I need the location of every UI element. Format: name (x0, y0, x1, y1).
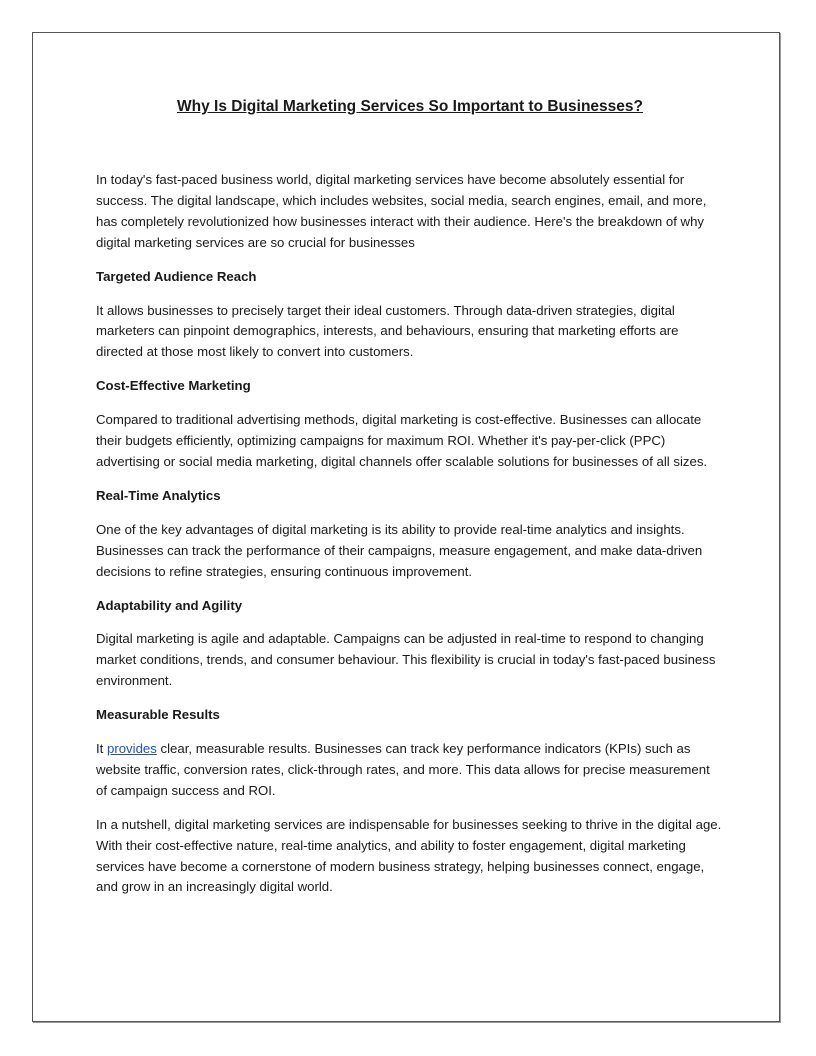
section-heading-cost-effective: Cost-Effective Marketing (96, 378, 251, 394)
section-heading-real-time-analytics: Real-Time Analytics (96, 487, 221, 503)
page-title: Why Is Digital Marketing Services So Important to Businesses? (177, 98, 643, 115)
section-heading-adaptability: Adaptability and Agility (96, 597, 243, 613)
section-body-targeted-audience: It allows businesses to precisely target their ideal customers. Through data-driven strategies, digital marketers can pinpoint demographics, interests, and behaviours, ensuring that marketing efforts are directed at those most likely to convert into customers. (96, 302, 679, 360)
measurable-results-prefix: It (96, 741, 107, 757)
section-body-measurable-results (96, 739, 724, 802)
conclusion-paragraph: In a nutshell, digital marketing services are indispensable for businesses seeking to thrive in the digital age. With their cost-effective nature, real-time analytics, and ability to foster engagement, digital marketing services have become a cornerstone of modern business strategy, helping businesses connect, engage, and grow in an increasingly digital world. (96, 816, 722, 895)
section-heading-targeted-audience: Targeted Audience Reach (96, 268, 257, 284)
section-body-adaptability: Digital marketing is agile and adaptable. Campaigns can be adjusted in real-time to respond to changing market conditions, trends, and consumer behaviour. This flexibility is crucial in today's fast-paced business environment. (96, 631, 716, 689)
measurable-results-suffix: clear, measurable results. Businesses can track key performance indicators (KPIs) such as website traffic, conversion rates, click-through rates, and more. This data allows for precise measurement of campaign success and ROI. (96, 741, 710, 798)
intro-paragraph: In today's fast-paced business world, digital marketing services have become absolutely essential for success. The digital landscape, which includes websites, social media, search engines, email, and more, has completely revolutionized how businesses interact with their audience. Here's the breakdown of why digital marketing services are so crucial for businesses (96, 172, 707, 250)
section-body-real-time-analytics: One of the key advantages of digital marketing is its ability to provide real-time analytics and insights. Businesses can track the performance of their campaigns, measure engagement, and make data-driven decisions to refine strategies, ensuring continuous improvement. (96, 521, 703, 579)
section-body-cost-effective: Compared to traditional advertising methods, digital marketing is cost-effective. Businesses can allocate their budgets efficiently, optimizing campaigns for maximum ROI. Whether it's pay-per-click (PPC) advertising or social media marketing, digital channels offer scalable solutions for businesses of all sizes. (96, 412, 708, 469)
section-heading-measurable-results: Measurable Results (96, 707, 220, 723)
provides-link[interactable]: provides (107, 741, 157, 757)
document-body (96, 96, 724, 911)
